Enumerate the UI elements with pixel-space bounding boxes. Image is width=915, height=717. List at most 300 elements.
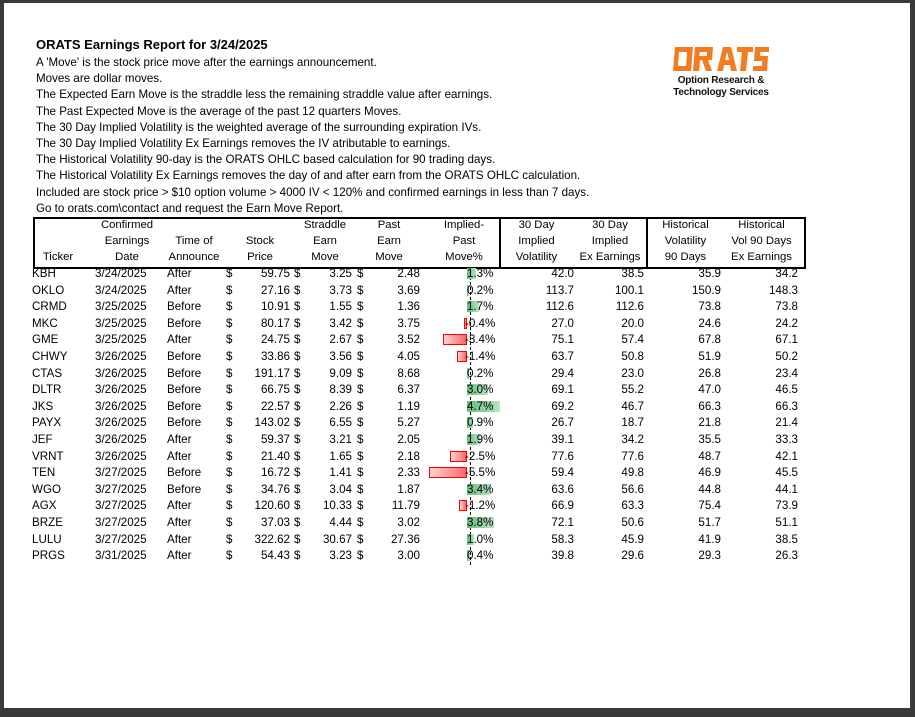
column-header-line: Volatility <box>515 251 558 263</box>
currency-symbol: $ <box>226 499 233 513</box>
currency-symbol: $ <box>294 532 301 546</box>
cell-iv-30-day: 69.2 <box>551 399 574 413</box>
report-title: ORATS Earnings Report for 3/24/2025 <box>36 37 268 52</box>
cell-past-earn-move: 6.37 <box>397 383 420 397</box>
cell-iv-30-day-ex-earnings: 49.8 <box>621 466 644 480</box>
negative-data-bar <box>443 334 467 345</box>
cell-hv-90-day-ex-earnings: 26.3 <box>775 549 798 563</box>
cell-straddle-earn-move: 30.67 <box>322 532 352 546</box>
currency-symbol: $ <box>294 433 301 446</box>
cell-time-of-announce: Before <box>167 300 202 314</box>
cell-stock-price: 120.60 <box>254 499 290 513</box>
cell-hv-90-day: 73.8 <box>698 300 721 314</box>
cell-iv-30-day: 63.7 <box>551 350 574 363</box>
header-divider <box>646 217 648 267</box>
cell-implied-past-move-pct: -0.4% <box>465 316 496 330</box>
cell-iv-30-day-ex-earnings: 100.1 <box>614 283 644 297</box>
cell-ticker: GME <box>32 333 59 347</box>
table-row <box>4 382 915 398</box>
cell-earnings-date: 3/24/2025 <box>95 267 147 280</box>
orats-logo-icon <box>673 43 769 75</box>
cell-implied-past-move-pct: 3.8% <box>467 516 494 529</box>
column-header-implied-past-move-pct[interactable] <box>429 217 499 265</box>
cell-ticker: JKS <box>32 399 54 413</box>
currency-symbol: $ <box>226 350 233 363</box>
cell-straddle-earn-move: 4.44 <box>329 516 352 529</box>
column-header-line: Date <box>115 251 139 263</box>
table-row <box>4 316 915 332</box>
column-header-line: 90 Days <box>664 251 707 263</box>
column-header-time-of-announce[interactable] <box>164 217 224 265</box>
table-row <box>4 332 915 348</box>
cell-past-earn-move: 2.33 <box>397 466 420 480</box>
orats-logo <box>666 43 776 99</box>
column-header-line: Historical <box>662 219 709 231</box>
cell-earnings-date: 3/27/2025 <box>95 499 147 513</box>
currency-symbol: $ <box>294 499 301 513</box>
cell-time-of-announce: After <box>167 516 192 529</box>
currency-symbol: $ <box>357 433 364 446</box>
cell-iv-30-day-ex-earnings: 23.0 <box>621 366 644 380</box>
column-header-line: Earn <box>377 235 401 247</box>
cell-time-of-announce: Before <box>167 466 202 480</box>
cell-earnings-date: 3/31/2025 <box>95 549 147 563</box>
cell-implied-past-move-pct: -1.2% <box>465 499 496 513</box>
table-row <box>4 465 915 481</box>
cell-past-earn-move: 3.69 <box>397 283 420 297</box>
cell-ticker: CTAS <box>32 366 63 380</box>
cell-hv-90-day-ex-earnings: 42.1 <box>775 449 798 463</box>
cell-time-of-announce: Before <box>167 350 202 363</box>
currency-symbol: $ <box>357 532 364 546</box>
table-row <box>4 532 915 548</box>
cell-iv-30-day-ex-earnings: 20.0 <box>621 316 644 330</box>
currency-symbol: $ <box>357 449 364 463</box>
currency-symbol: $ <box>294 516 301 529</box>
cell-straddle-earn-move: 1.55 <box>329 300 352 314</box>
cell-straddle-earn-move: 3.25 <box>329 267 352 280</box>
currency-symbol: $ <box>226 399 233 413</box>
cell-earnings-date: 3/26/2025 <box>95 366 147 380</box>
table-row <box>4 482 915 498</box>
currency-symbol: $ <box>294 466 301 480</box>
table-row <box>4 548 915 564</box>
cell-ticker: LULU <box>32 532 62 546</box>
table-row <box>4 498 915 514</box>
cell-iv-30-day: 29.4 <box>551 366 574 380</box>
column-header-line <box>228 217 292 233</box>
currency-symbol: $ <box>226 283 233 297</box>
table-row <box>4 283 915 299</box>
column-header-line: Implied- <box>443 219 485 231</box>
cell-straddle-earn-move: 2.26 <box>329 399 352 413</box>
cell-stock-price: 33.86 <box>260 350 290 363</box>
cell-stock-price: 59.37 <box>260 433 290 446</box>
cell-stock-price: 37.03 <box>260 516 290 529</box>
cell-hv-90-day: 35.5 <box>698 433 721 446</box>
column-header-line: Ex Earnings <box>731 251 792 263</box>
currency-symbol: $ <box>226 433 233 446</box>
cell-past-earn-move: 8.68 <box>397 366 420 380</box>
cell-implied-past-move-pct: 4.7% <box>467 399 494 413</box>
cell-iv-30-day-ex-earnings: 34.2 <box>621 433 644 446</box>
currency-symbol: $ <box>226 516 233 529</box>
column-header-line: 30 Day <box>518 219 555 231</box>
note-line: The Expected Earn Move is the straddle less the remaining straddle value after earnings. <box>36 88 493 102</box>
column-header-line: 30 Day <box>592 219 628 231</box>
cell-iv-30-day-ex-earnings: 38.5 <box>621 267 644 280</box>
cell-hv-90-day-ex-earnings: 34.2 <box>775 267 798 280</box>
logo-line-1: Option Research & <box>677 75 765 86</box>
cell-implied-past-move-pct: -1.4% <box>465 350 496 363</box>
cell-iv-30-day: 112.6 <box>545 300 574 314</box>
cell-earnings-date: 3/24/2025 <box>95 283 147 297</box>
report-page <box>4 3 910 708</box>
cell-ticker: PAYX <box>32 416 62 430</box>
cell-straddle-earn-move: 3.04 <box>329 482 352 496</box>
currency-symbol: $ <box>294 300 301 314</box>
column-header-iv-30-day-ex-earnings[interactable] <box>574 217 646 265</box>
column-header-line: Past <box>377 219 401 231</box>
cell-past-earn-move: 2.48 <box>397 267 420 280</box>
cell-earnings-date: 3/25/2025 <box>95 316 147 330</box>
column-header-hv-90-day[interactable] <box>649 217 722 265</box>
cell-iv-30-day: 113.7 <box>545 283 574 297</box>
cell-earnings-date: 3/27/2025 <box>95 532 147 546</box>
currency-symbol: $ <box>226 333 233 347</box>
cell-hv-90-day: 75.4 <box>698 499 721 513</box>
currency-symbol: $ <box>357 300 364 314</box>
note-line: The 30 Day Implied Volatility is the weighted average of the surrounding expiration IVs. <box>36 120 482 134</box>
cell-time-of-announce: After <box>167 532 192 546</box>
cell-time-of-announce: After <box>167 449 192 463</box>
note-line: The Historical Volatility Ex Earnings removes the day of and after earn from the ORATS OHLC calculation. <box>36 169 581 183</box>
cell-hv-90-day-ex-earnings: 45.5 <box>775 466 798 480</box>
cell-ticker: JEF <box>32 433 53 446</box>
cell-implied-past-move-pct: 3.4% <box>467 482 494 496</box>
currency-symbol: $ <box>226 466 233 480</box>
note-line: The Historical Volatility 90-day is the ORATS OHLC based calculation for 90 trading days. <box>36 153 496 167</box>
cell-hv-90-day: 29.3 <box>698 549 721 563</box>
cell-hv-90-day: 41.9 <box>698 532 721 546</box>
cell-stock-price: 322.62 <box>254 532 290 546</box>
cell-stock-price: 80.17 <box>260 316 290 330</box>
column-header-line: Move <box>311 251 339 263</box>
cell-time-of-announce: Before <box>167 383 202 397</box>
currency-symbol: $ <box>357 516 364 529</box>
cell-past-earn-move: 1.36 <box>397 300 420 314</box>
column-header-line <box>164 217 224 233</box>
cell-time-of-announce: After <box>167 433 192 446</box>
cell-hv-90-day-ex-earnings: 51.1 <box>775 516 798 529</box>
cell-implied-past-move-pct: 1.3% <box>467 267 494 280</box>
cell-past-earn-move: 1.19 <box>397 399 420 413</box>
cell-straddle-earn-move: 3.73 <box>329 283 352 297</box>
table-row <box>4 349 915 365</box>
cell-iv-30-day: 26.7 <box>551 416 574 430</box>
cell-straddle-earn-move: 1.65 <box>329 449 352 463</box>
column-header-line: Move <box>375 251 403 263</box>
cell-earnings-date: 3/27/2025 <box>95 482 147 496</box>
cell-iv-30-day: 42.0 <box>551 267 574 280</box>
cell-past-earn-move: 1.87 <box>397 482 420 496</box>
table-row <box>4 515 915 531</box>
cell-stock-price: 66.75 <box>260 383 290 397</box>
cell-ticker: AGX <box>32 499 57 513</box>
cell-iv-30-day-ex-earnings: 50.8 <box>621 350 644 363</box>
currency-symbol: $ <box>357 350 364 363</box>
cell-hv-90-day-ex-earnings: 21.4 <box>775 416 798 430</box>
currency-symbol: $ <box>226 416 233 430</box>
column-header-line: Vol 90 Days <box>731 235 792 247</box>
cell-past-earn-move: 3.52 <box>397 333 420 347</box>
note-line: Included are stock price > $10 option volume > 4000 IV < 120% and confirmed earnings in less than 7 days. <box>36 185 590 199</box>
cell-stock-price: 24.75 <box>260 333 290 347</box>
cell-earnings-date: 3/26/2025 <box>95 433 147 446</box>
column-header-line: Straddle <box>303 219 347 231</box>
currency-symbol: $ <box>226 300 233 314</box>
cell-hv-90-day-ex-earnings: 23.4 <box>775 366 798 380</box>
negative-data-bar <box>429 467 468 478</box>
cell-hv-90-day-ex-earnings: 73.9 <box>775 499 798 513</box>
cell-straddle-earn-move: 6.55 <box>329 416 352 430</box>
cell-iv-30-day: 39.1 <box>551 433 574 446</box>
cell-straddle-earn-move: 10.33 <box>322 499 352 513</box>
cell-iv-30-day: 69.1 <box>551 383 574 397</box>
cell-implied-past-move-pct: -5.5% <box>465 466 496 480</box>
cell-hv-90-day: 47.0 <box>698 383 721 397</box>
currency-symbol: $ <box>294 549 301 563</box>
cell-stock-price: 27.16 <box>260 283 290 297</box>
cell-hv-90-day-ex-earnings: 66.3 <box>775 399 798 413</box>
cell-hv-90-day-ex-earnings: 73.8 <box>775 300 798 314</box>
cell-iv-30-day: 72.1 <box>551 516 574 529</box>
cell-implied-past-move-pct: -2.5% <box>465 449 496 463</box>
cell-time-of-announce: Before <box>167 482 202 496</box>
column-header-line: Confirmed <box>100 219 154 231</box>
cell-time-of-announce: After <box>167 267 192 280</box>
currency-symbol: $ <box>357 283 364 297</box>
cell-iv-30-day-ex-earnings: 18.7 <box>621 416 644 430</box>
cell-ticker: KBH <box>32 267 56 280</box>
cell-straddle-earn-move: 3.21 <box>329 433 352 446</box>
cell-past-earn-move: 5.27 <box>397 416 420 430</box>
currency-symbol: $ <box>357 366 364 380</box>
column-header-line: Price <box>247 251 273 263</box>
cell-hv-90-day: 44.8 <box>698 482 721 496</box>
cell-iv-30-day: 39.8 <box>551 549 574 563</box>
column-header-line: Implied <box>591 235 629 247</box>
column-header-line: Historical <box>738 219 785 231</box>
cell-hv-90-day: 51.7 <box>698 516 721 529</box>
cell-ticker: CHWY <box>32 350 68 363</box>
cell-past-earn-move: 3.75 <box>397 316 420 330</box>
cell-stock-price: 10.91 <box>260 300 290 314</box>
column-header-line: Ticker <box>42 251 74 263</box>
cell-straddle-earn-move: 3.42 <box>329 316 352 330</box>
cell-iv-30-day-ex-earnings: 46.7 <box>621 399 644 413</box>
cell-ticker: VRNT <box>32 449 64 463</box>
cell-hv-90-day: 150.9 <box>691 283 721 297</box>
cell-straddle-earn-move: 9.09 <box>329 366 352 380</box>
note-line: Go to orats.com\contact and request the Earn Move Report. <box>36 201 344 215</box>
cell-hv-90-day-ex-earnings: 46.5 <box>775 383 798 397</box>
cell-past-earn-move: 3.02 <box>397 516 420 529</box>
column-header-line <box>28 233 88 249</box>
currency-symbol: $ <box>357 383 364 397</box>
cell-iv-30-day-ex-earnings: 45.9 <box>621 532 644 546</box>
cell-time-of-announce: Before <box>167 316 202 330</box>
cell-stock-price: 54.43 <box>260 549 290 563</box>
note-line: Moves are dollar moves. <box>36 72 163 86</box>
currency-symbol: $ <box>357 499 364 513</box>
cell-straddle-earn-move: 1.41 <box>329 466 352 480</box>
cell-iv-30-day-ex-earnings: 112.6 <box>615 300 644 314</box>
cell-hv-90-day: 46.9 <box>698 466 721 480</box>
currency-symbol: $ <box>357 333 364 347</box>
cell-stock-price: 59.75 <box>260 267 290 280</box>
cell-straddle-earn-move: 3.23 <box>329 549 352 563</box>
cell-iv-30-day-ex-earnings: 56.6 <box>621 482 644 496</box>
cell-hv-90-day-ex-earnings: 33.3 <box>775 433 798 446</box>
cell-implied-past-move-pct: 3.0% <box>467 383 494 397</box>
currency-symbol: $ <box>294 267 301 280</box>
cell-stock-price: 21.40 <box>260 449 290 463</box>
cell-past-earn-move: 27.36 <box>390 532 420 546</box>
currency-symbol: $ <box>226 482 233 496</box>
table-row <box>4 299 915 315</box>
column-header-line: Earnings <box>104 235 150 247</box>
currency-symbol: $ <box>294 333 301 347</box>
cell-iv-30-day: 59.4 <box>551 466 574 480</box>
currency-symbol: $ <box>357 316 364 330</box>
cell-iv-30-day: 27.0 <box>551 316 574 330</box>
currency-symbol: $ <box>294 366 301 380</box>
cell-iv-30-day-ex-earnings: 50.6 <box>621 516 644 529</box>
cell-ticker: WGO <box>32 482 61 496</box>
cell-ticker: DLTR <box>32 383 62 397</box>
column-header-line <box>28 217 88 233</box>
cell-ticker: CRMD <box>32 300 67 314</box>
cell-hv-90-day: 66.3 <box>698 399 721 413</box>
cell-stock-price: 22.57 <box>260 399 290 413</box>
column-header-line: Move% <box>445 251 483 263</box>
cell-iv-30-day-ex-earnings: 57.4 <box>621 333 644 347</box>
cell-hv-90-day-ex-earnings: 148.3 <box>768 283 798 297</box>
note-line: The Past Expected Move is the average of the past 12 quarters Moves. <box>36 104 402 118</box>
cell-iv-30-day: 77.6 <box>551 449 574 463</box>
cell-implied-past-move-pct: 0.9% <box>467 416 494 430</box>
table-row <box>4 415 915 431</box>
cell-ticker: OKLO <box>32 283 65 297</box>
table-row <box>4 366 915 382</box>
cell-earnings-date: 3/26/2025 <box>95 416 147 430</box>
currency-symbol: $ <box>226 383 233 397</box>
cell-earnings-date: 3/26/2025 <box>95 399 147 413</box>
cell-time-of-announce: After <box>167 499 192 513</box>
cell-implied-past-move-pct: -3.4% <box>465 333 496 347</box>
cell-iv-30-day-ex-earnings: 55.2 <box>621 383 644 397</box>
cell-implied-past-move-pct: 1.0% <box>467 532 494 546</box>
column-header-iv-30-day[interactable] <box>501 217 572 265</box>
cell-iv-30-day-ex-earnings: 63.3 <box>621 499 644 513</box>
column-header-past-earn-move[interactable] <box>359 217 419 265</box>
cell-hv-90-day-ex-earnings: 50.2 <box>775 350 798 363</box>
cell-hv-90-day: 21.8 <box>698 416 721 430</box>
cell-past-earn-move: 2.18 <box>397 449 420 463</box>
cell-earnings-date: 3/26/2025 <box>95 449 147 463</box>
cell-earnings-date: 3/27/2025 <box>95 516 147 529</box>
cell-ticker: PRGS <box>32 549 65 563</box>
cell-iv-30-day: 58.3 <box>551 532 574 546</box>
currency-symbol: $ <box>294 416 301 430</box>
cell-hv-90-day: 67.8 <box>698 333 721 347</box>
column-header-line: Time of <box>175 235 213 247</box>
cell-ticker: MKC <box>32 316 58 330</box>
cell-iv-30-day: 63.6 <box>551 482 574 496</box>
cell-straddle-earn-move: 3.56 <box>329 350 352 363</box>
logo-line-2: Technology Services <box>673 87 769 98</box>
cell-stock-price: 191.17 <box>254 366 290 380</box>
cell-iv-30-day: 75.1 <box>551 333 574 347</box>
cell-implied-past-move-pct: 1.9% <box>467 433 494 446</box>
cell-ticker: BRZE <box>32 516 63 529</box>
cell-time-of-announce: Before <box>167 366 202 380</box>
note-line: A 'Move' is the stock price move after the earnings announcement. <box>36 56 377 69</box>
currency-symbol: $ <box>357 482 364 496</box>
cell-hv-90-day-ex-earnings: 24.2 <box>775 316 798 330</box>
column-header-earnings-date[interactable] <box>92 217 162 265</box>
currency-symbol: $ <box>294 316 301 330</box>
cell-implied-past-move-pct: 1.7% <box>467 300 494 314</box>
cell-straddle-earn-move: 8.39 <box>329 383 352 397</box>
column-header-hv-90-day-ex-earnings[interactable] <box>724 217 799 265</box>
cell-time-of-announce: Before <box>167 416 202 430</box>
currency-symbol: $ <box>226 316 233 330</box>
currency-symbol: $ <box>357 267 364 280</box>
cell-time-of-announce: After <box>167 333 192 347</box>
column-header-stock-price[interactable] <box>228 217 292 265</box>
cell-stock-price: 143.02 <box>254 416 290 430</box>
column-header-line: Stock <box>245 235 275 247</box>
cell-past-earn-move: 3.00 <box>397 549 420 563</box>
currency-symbol: $ <box>357 399 364 413</box>
cell-ticker: TEN <box>32 466 56 480</box>
cell-straddle-earn-move: 2.67 <box>329 333 352 347</box>
column-header-line: Volatility <box>664 235 707 247</box>
cell-iv-30-day: 66.9 <box>551 499 574 513</box>
cell-past-earn-move: 2.05 <box>397 433 420 446</box>
table-row <box>4 266 915 282</box>
currency-symbol: $ <box>294 283 301 297</box>
currency-symbol: $ <box>357 416 364 430</box>
note-line: The 30 Day Implied Volatility Ex Earnings removes the IV atributable to earnings. <box>36 137 451 150</box>
cell-hv-90-day-ex-earnings: 38.5 <box>775 532 798 546</box>
cell-earnings-date: 3/26/2025 <box>95 383 147 397</box>
cell-iv-30-day-ex-earnings: 77.6 <box>621 449 644 463</box>
cell-stock-price: 16.72 <box>260 466 290 480</box>
column-header-ticker[interactable] <box>28 217 88 265</box>
cell-past-earn-move: 11.79 <box>391 499 420 513</box>
currency-symbol: $ <box>294 399 301 413</box>
column-header-line: Announce <box>168 251 220 263</box>
column-header-straddle-earn-move[interactable] <box>295 217 355 265</box>
cell-time-of-announce: After <box>167 549 192 563</box>
table-row <box>4 399 915 415</box>
cell-hv-90-day: 26.8 <box>698 366 721 380</box>
cell-hv-90-day: 51.9 <box>698 350 721 363</box>
cell-time-of-announce: Before <box>167 399 202 413</box>
